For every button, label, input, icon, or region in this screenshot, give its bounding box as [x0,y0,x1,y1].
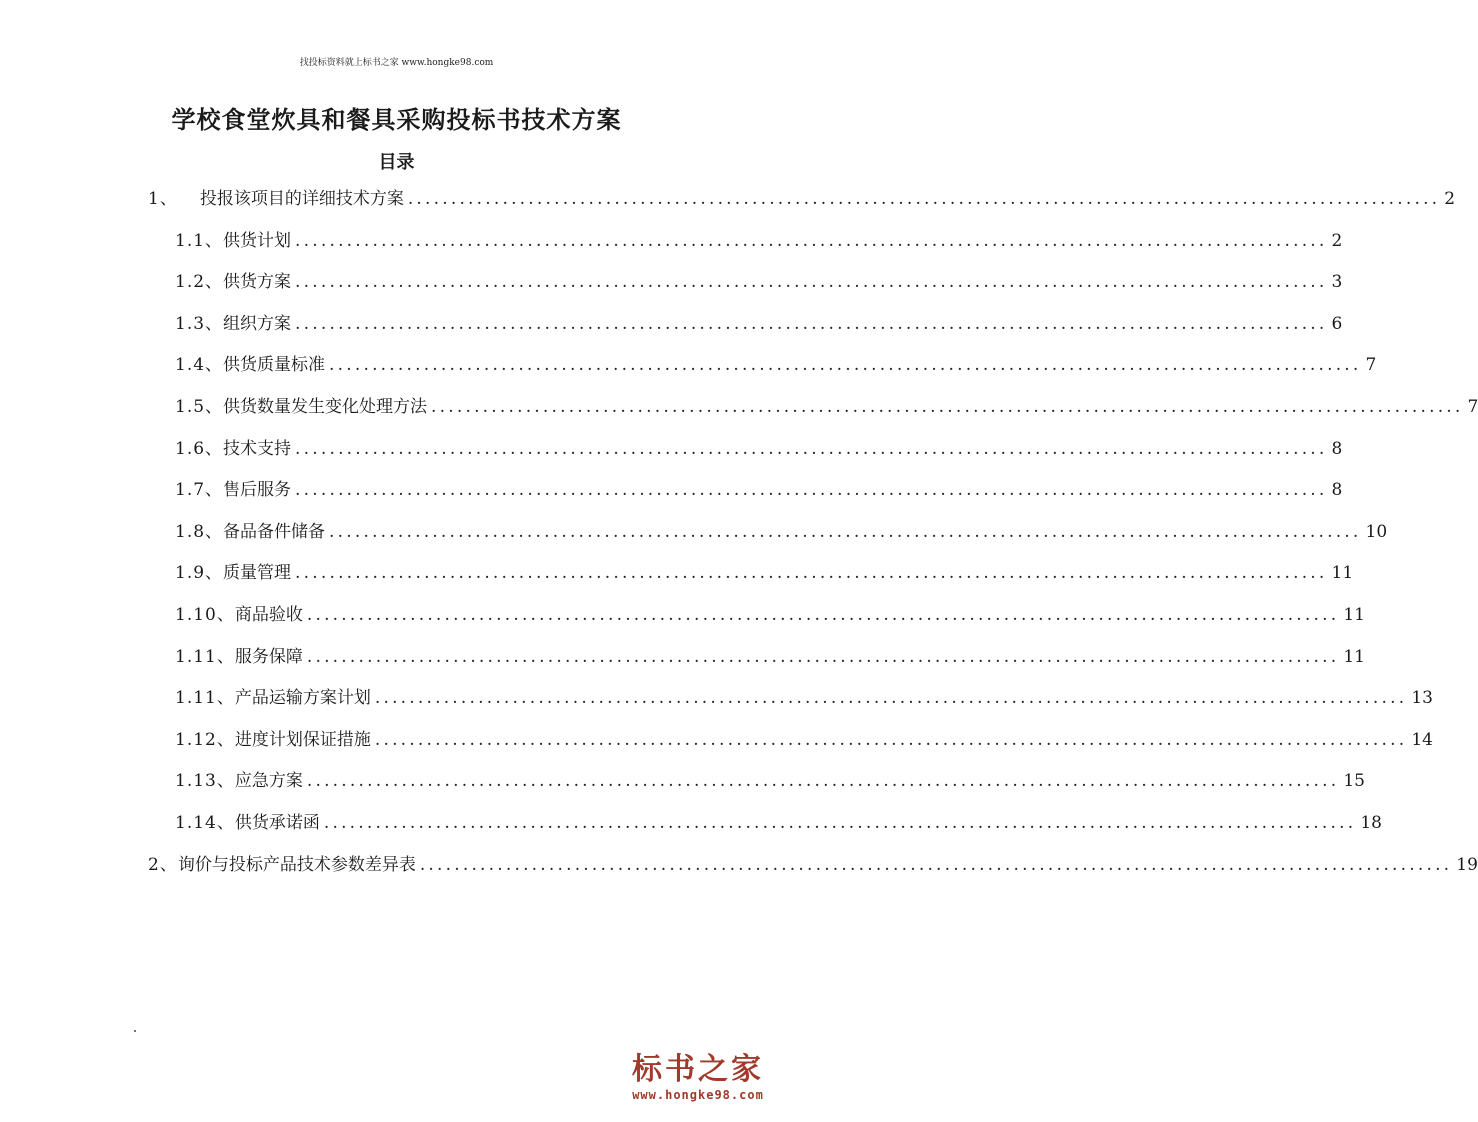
toc-entry[interactable] [175,644,1365,670]
toc-entry-label: 服务保障 [234,647,303,667]
toc-entry-page: 6 [1331,314,1343,334]
toc-entry-label: 进度计划保证措施 [234,730,371,750]
toc-entry-page: 3 [1331,272,1343,292]
toc-leader-dots: ........................................................................................................................ [295,480,1328,500]
toc-entry-label: 技术支持 [223,439,292,459]
toc-entry-number: 1.9、 [175,563,224,583]
toc-entry-page: 11 [1343,647,1365,667]
toc-entry-number: 1.13、 [175,771,235,791]
toc-entry-number: 1.4、 [175,355,224,375]
toc-entry-label: 质量管理 [223,563,292,583]
toc-entry[interactable] [175,727,1433,753]
toc-entry-page: 14 [1411,730,1433,750]
site-logo [623,1052,773,1112]
toc-entry[interactable] [175,394,1478,420]
toc-leader-dots: ........................................................................................................................ [431,397,1464,417]
toc-entry-label: 备品备件储备 [223,522,326,542]
toc-entry-page: 7 [1365,355,1377,375]
toc-entry-page: 15 [1343,771,1365,791]
toc-entry-label: 供货承诺函 [234,813,320,833]
toc-leader-dots: ........................................................................................................................ [419,855,1453,875]
toc-entry-page: 13 [1411,688,1433,708]
toc-entry-number: 1.10、 [175,605,235,625]
toc-entry[interactable] [175,311,1343,337]
toc-entry[interactable] [175,519,1388,545]
toc-entry[interactable] [175,768,1365,794]
toc-entry-page: 10 [1365,522,1388,542]
toc-entry-number: 1.6、 [175,439,224,459]
toc-leader-dots: ........................................................................................................................ [295,439,1328,459]
toc-entry-page: 8 [1331,439,1343,459]
document-title: 学校食堂炊具和餐具采购投标书技术方案 [171,105,622,134]
logo-text: 标书之家 [632,1052,764,1087]
toc-entry-number: 1.11、 [175,688,235,708]
toc-leader-dots: ........................................................................................................................ [306,771,1340,791]
toc-leader-dots: ........................................................................................................................ [407,189,1441,209]
stray-dot [134,1030,136,1032]
toc-entry[interactable] [175,602,1365,628]
toc-entry[interactable] [175,685,1433,711]
toc-entry-label: 产品运输方案计划 [234,688,371,708]
toc-entry-label: 询价与投标产品技术参数差异表 [177,855,416,875]
toc-leader-dots: ........................................................................................................................ [374,730,1408,750]
toc-leader-dots: ........................................................................................................................ [329,355,1362,375]
toc-entry[interactable] [175,560,1354,586]
toc-entry-page: 7 [1467,397,1478,417]
toc-entry-label: 应急方案 [234,771,303,791]
toc-leader-dots: ........................................................................................................................ [295,563,1328,583]
toc-entry[interactable] [175,269,1343,295]
toc-entry-number: 1、 [148,189,178,209]
toc-entry-number: 1.2、 [175,272,224,292]
toc-entry-number: 2、 [148,855,178,875]
toc-entry-label: 投报该项目的详细技术方案 [199,189,404,209]
toc-entry-number: 1.5、 [175,397,224,417]
toc-entry[interactable] [175,228,1343,254]
toc-entry[interactable] [175,477,1343,503]
toc-entry-number: 1.7、 [175,480,224,500]
toc-entry[interactable] [175,352,1377,378]
logo-url: www.hongke98.com [632,1088,764,1102]
toc-entry-page: 2 [1331,231,1343,251]
toc-entry-label: 组织方案 [223,314,292,334]
toc-entry-page: 2 [1444,189,1456,209]
toc-entry-number: 1.1、 [175,231,224,251]
toc-entry-number: 1.3、 [175,314,224,334]
toc-entry-label: 售后服务 [223,480,292,500]
toc-entry[interactable] [175,810,1382,836]
toc-entry[interactable] [148,186,1456,212]
toc-entry-label: 供货数量发生变化处理方法 [223,397,428,417]
toc-leader-dots: ........................................................................................................................ [329,522,1362,542]
toc-entry-page: 19 [1456,855,1478,875]
toc-leader-dots: ........................................................................................................................ [295,272,1328,292]
toc-entry-page: 8 [1331,480,1343,500]
toc-leader-dots: ........................................................................................................................ [306,647,1340,667]
toc-entry[interactable] [175,436,1343,462]
toc-entry-number: 1.14、 [175,813,235,833]
toc-entry-number: 1.11、 [175,647,235,667]
toc-entry-page: 18 [1360,813,1382,833]
toc-entry[interactable] [148,852,1478,878]
toc-entry-label: 供货计划 [223,231,292,251]
toc-entry-number: 1.12、 [175,730,235,750]
toc-entry-label: 供货方案 [223,272,292,292]
toc-entry-number: 1.8、 [175,522,224,542]
toc-leader-dots: ........................................................................................................................ [374,688,1408,708]
toc-entry-label: 供货质量标准 [223,355,326,375]
toc-leader-dots: ........................................................................................................................ [323,813,1357,833]
toc-entry-label: 商品验收 [234,605,303,625]
toc-leader-dots: ........................................................................................................................ [306,605,1340,625]
toc-entry-page: 11 [1343,605,1365,625]
toc-leader-dots: ........................................................................................................................ [295,314,1328,334]
toc-heading: 目录 [378,152,415,173]
page-header: 找投标资料就上标书之家 www.hongke98.com [299,58,494,68]
toc-leader-dots: ........................................................................................................................ [295,231,1328,251]
toc-entry-page: 11 [1331,563,1354,583]
